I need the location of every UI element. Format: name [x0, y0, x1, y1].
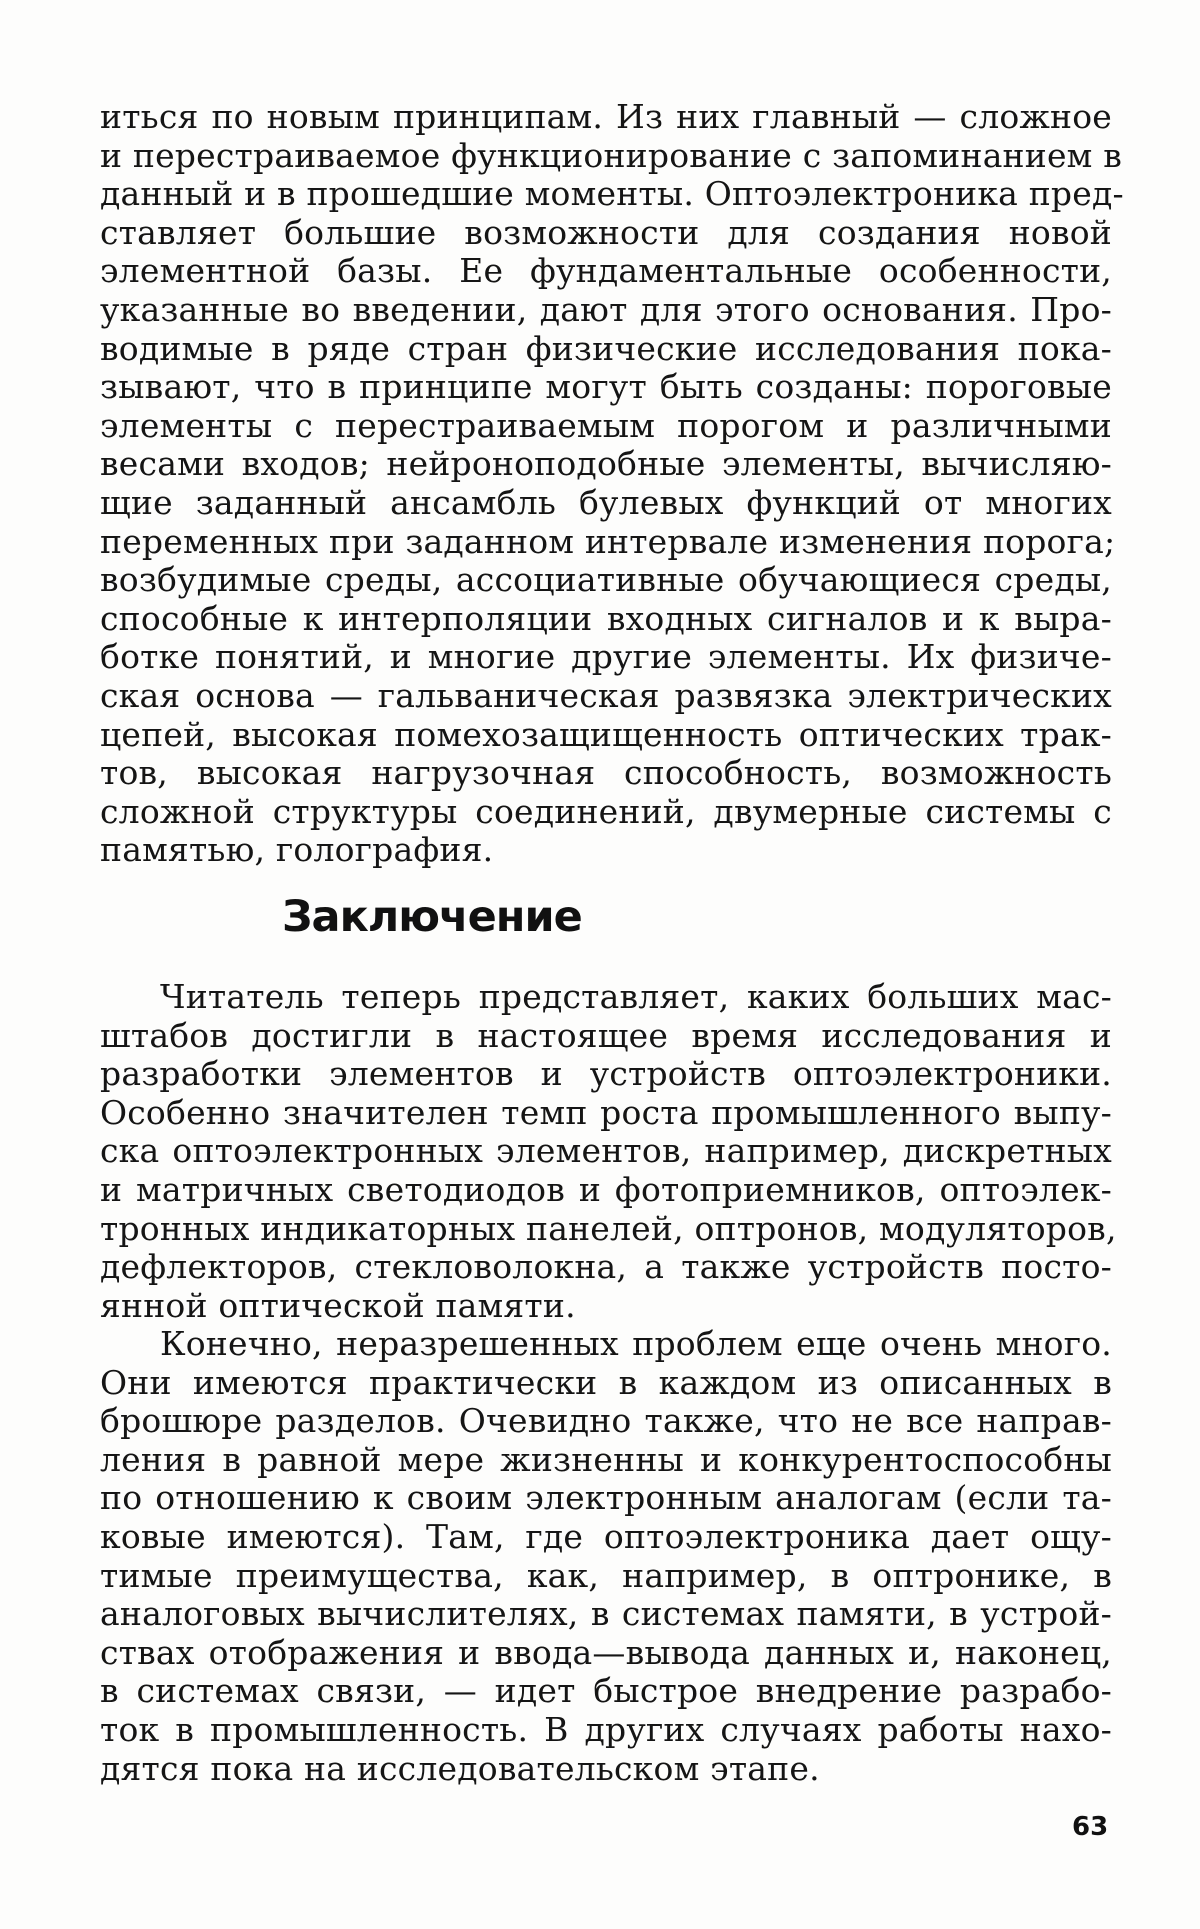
text-line: водимые в ряде стран физические исследования пока-	[100, 328, 1112, 368]
text-line: элементной базы. Ее фундаментальные особенности,	[100, 251, 1112, 291]
text-line: ковые имеются). Там, где оптоэлектроника дает ощу-	[100, 1516, 1112, 1556]
page-number: 63	[1072, 1812, 1109, 1842]
text-line: ления в равной мере жизненны и конкурентоспособны	[100, 1439, 1112, 1479]
text-line: указанные во введении, дают для этого основания. Про-	[100, 289, 1112, 329]
text-line: дятся пока на исследовательском этапе.	[100, 1748, 820, 1788]
text-line: Конечно, неразрешенных проблем еще очень много.	[160, 1324, 1112, 1363]
text-line: тронных индикаторных панелей, оптронов, модуляторов,	[100, 1208, 1117, 1248]
text-line: иться по новым принципам. Из них главный — сложное	[100, 97, 1112, 136]
text-line: зывают, что в принципе могут быть созданы: пороговые	[100, 367, 1112, 407]
paragraph-1	[100, 977, 1117, 1325]
text-line: сложной структуры соединений, двумерные системы с	[100, 791, 1112, 831]
text-line: ставляет большие возможности для создания новой	[100, 212, 1112, 252]
text-line: весами входов; нейроноподобные элементы, вычисляю-	[100, 444, 1112, 484]
paragraph-continuation	[100, 97, 1124, 870]
text-line: янной оптической памяти.	[100, 1285, 576, 1325]
text-line: ток в промышленность. В других случаях работы нахо-	[100, 1709, 1112, 1749]
paragraph-2	[100, 1325, 1112, 1788]
text-line: способные к интерполяции входных сигналов и к выра-	[100, 598, 1112, 638]
text-line: переменных при заданном интервале изменения порога;	[100, 521, 1116, 561]
text-line: цепей, высокая помехозащищенность оптических трак-	[100, 714, 1112, 754]
text-line: ска оптоэлектронных элементов, например, дискретных	[100, 1131, 1112, 1171]
text-line: аналоговых вычислителях, в системах памяти, в устрой-	[100, 1594, 1112, 1634]
text-line: брошюре разделов. Очевидно также, что не все направ-	[100, 1401, 1112, 1441]
text-line: и перестраиваемое функционирование с запоминанием в	[100, 135, 1123, 175]
text-line: Особенно значителен темп роста промышленного выпу-	[100, 1092, 1112, 1132]
text-line: разработки элементов и устройств оптоэлектроники.	[100, 1054, 1112, 1094]
text-line: памятью, голография.	[100, 830, 494, 870]
text-line: тов, высокая нагрузочная способность, возможность	[100, 753, 1112, 793]
text-line: ствах отображения и ввода—вывода данных и, наконец,	[100, 1632, 1112, 1672]
text-line: по отношению к своим электронным аналогам (если та-	[100, 1478, 1112, 1518]
text-line: в системах связи, — идет быстрое внедрение разрабо-	[100, 1671, 1112, 1711]
text-line: штабов достигли в настоящее время исследования и	[100, 1015, 1112, 1055]
text-line: и матричных светодиодов и фотоприемников, оптоэлек-	[100, 1169, 1112, 1209]
text-line: Они имеются практически в каждом из описанных в	[100, 1362, 1112, 1402]
text-line: данный и в прошедшие моменты. Оптоэлектроника пред-	[100, 174, 1124, 214]
text-line: Читатель теперь представляет, каких больших мас-	[160, 977, 1112, 1016]
text-line: ская основа — гальваническая развязка электрических	[100, 675, 1112, 715]
text-line: дефлекторов, стекловолокна, а также устройств посто-	[100, 1247, 1112, 1287]
text-line: возбудимые среды, ассоциативные обучающиеся среды,	[100, 560, 1112, 600]
text-line: ботке понятий, и многие другие элементы. Их физиче-	[100, 637, 1112, 677]
section-heading: Заключение	[282, 892, 582, 942]
text-line: щие заданный ансамбль булевых функций от многих	[100, 482, 1112, 522]
text-line: тимые преимущества, как, например, в оптронике, в	[100, 1555, 1112, 1595]
text-line: элементы с перестраиваемым порогом и различными	[100, 405, 1112, 445]
